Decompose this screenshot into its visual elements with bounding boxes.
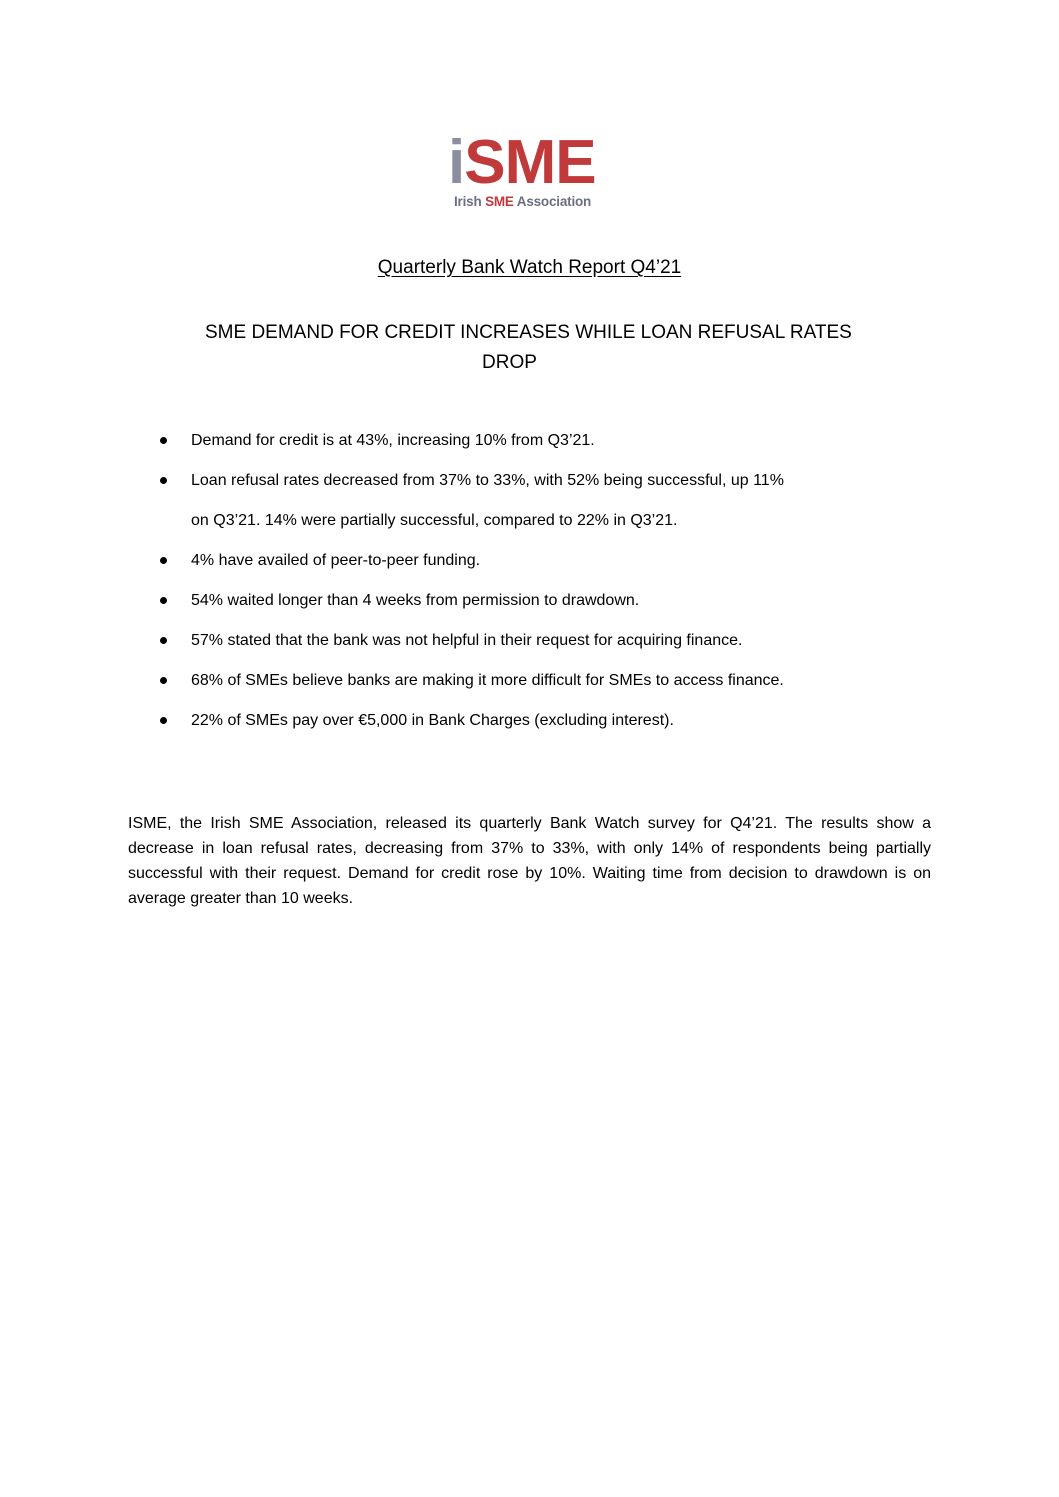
logo-sub-suffix: Association <box>513 194 592 209</box>
logo-sme: SME <box>464 128 596 197</box>
bullet-text: 22% of SMEs pay over €5,000 in Bank Charges (excluding interest). <box>191 712 674 729</box>
bullet-text: Loan refusal rates decreased from 37% to 33%, with 52% being successful, up 11% <box>191 472 784 489</box>
bullet-dot-icon <box>160 437 167 444</box>
list-item <box>0 590 1059 611</box>
body-paragraph <box>128 811 931 911</box>
bullet-dot-icon <box>160 637 167 644</box>
report-title: Quarterly Bank Watch Report Q4’21 <box>377 257 682 278</box>
list-item <box>0 630 1059 651</box>
bullet-dot-icon <box>160 677 167 684</box>
bullet-text-continued: on Q3’21. 14% were partially successful, compared to 22% in Q3’21. <box>191 512 678 529</box>
list-item <box>0 430 1059 451</box>
logo-subtitle <box>454 194 591 210</box>
list-item <box>0 550 1059 571</box>
list-item <box>0 710 1059 731</box>
list-item <box>0 470 1059 531</box>
headline-line2: DROP <box>482 352 537 373</box>
paragraph-rest: , released its quarterly Bank Watch survey for Q4’21. The results show a decrease in loan refusal rates, decreasing from 37% to 33%, with only 14% of respondents being partially successful with their request. Demand for credit rose by 10%. Waiting time from decision to drawdown is on average greater than 10 weeks. <box>128 815 931 907</box>
logo-i: i <box>448 128 465 197</box>
headline-line1: SME DEMAND FOR CREDIT INCREASES WHILE LOAN REFUSAL RATES <box>205 322 852 343</box>
bullet-dot-icon <box>160 557 167 564</box>
bullet-dot-icon <box>160 477 167 484</box>
bullet-dot-icon <box>160 597 167 604</box>
bullet-dot-icon <box>160 717 167 724</box>
headline <box>205 318 925 378</box>
paragraph-lead: ISME, the Irish SME Association <box>128 815 373 832</box>
bullet-text: 68% of SMEs believe banks are making it more difficult for SMEs to access finance. <box>191 672 784 689</box>
logo-wordmark <box>448 128 596 197</box>
bullet-text: Demand for credit is at 43%, increasing 10% from Q3’21. <box>191 432 595 449</box>
isme-logo <box>448 128 614 214</box>
list-item <box>0 670 1059 691</box>
key-findings-list <box>0 430 1059 750</box>
bullet-text: 57% stated that the bank was not helpful in their request for acquiring finance. <box>191 632 743 649</box>
logo-sub-prefix: Irish <box>454 194 486 209</box>
bullet-text: 4% have availed of peer-to-peer funding. <box>191 552 481 569</box>
logo-sub-sme: SME <box>485 194 514 209</box>
bullet-text: 54% waited longer than 4 weeks from permission to drawdown. <box>191 592 640 609</box>
